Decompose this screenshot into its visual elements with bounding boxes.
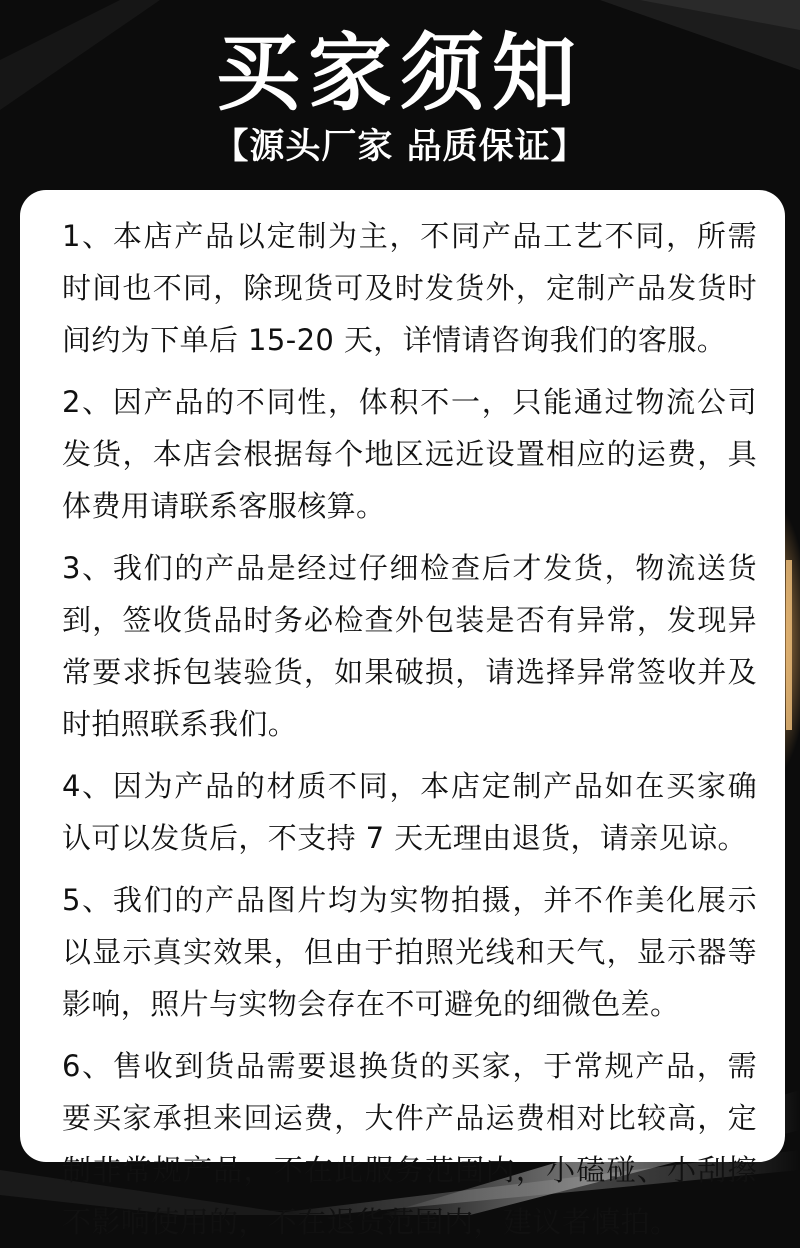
page-subtitle: 【源头厂家 品质保证】	[213, 127, 587, 167]
notice-item-5: 5、我们的产品图片均为实物拍摄，并不作美化展示以显示真实效果，但由于拍照光线和天气，显示器等影响，照片与实物会存在不可避免的细微色差。	[62, 883, 757, 1021]
page-title: 买家须知	[215, 24, 584, 122]
notice-item-2: 2、因产品的不同性，体积不一，只能通过物流公司发货，本店会根据每个地区远近设置相应的运费，具体费用请联系客服核算。	[62, 385, 757, 523]
notice-item-4: 4、因为产品的材质不同，本店定制产品如在买家确认可以发货后，不支持 7 天无理由退货，请亲见谅。	[62, 769, 757, 855]
notice-card	[20, 190, 785, 1239]
notice-item-3: 3、我们的产品是经过仔细检查后才发货，物流送货到，签收货品时务必检查外包装是否有异常，发现异常要求拆包装验货，如果破损，请选择异常签收并及时拍照联系我们。	[62, 551, 757, 741]
notice-item-6: 6、售收到货品需要退换货的买家，于常规产品，需要买家承担来回运费，大件产品运费相对比较高，定制非常规产品，不在此服务范围内，小磕碰、小刮擦不影响使用的，不在退货范围内，建议者慎拍。	[62, 1049, 757, 1239]
notice-item-1: 1、本店产品以定制为主，不同产品工艺不同，所需时间也不同，除现货可及时发货外，定制产品发货时间约为下单后 15-20 天，详情请咨询我们的客服。	[62, 219, 757, 357]
